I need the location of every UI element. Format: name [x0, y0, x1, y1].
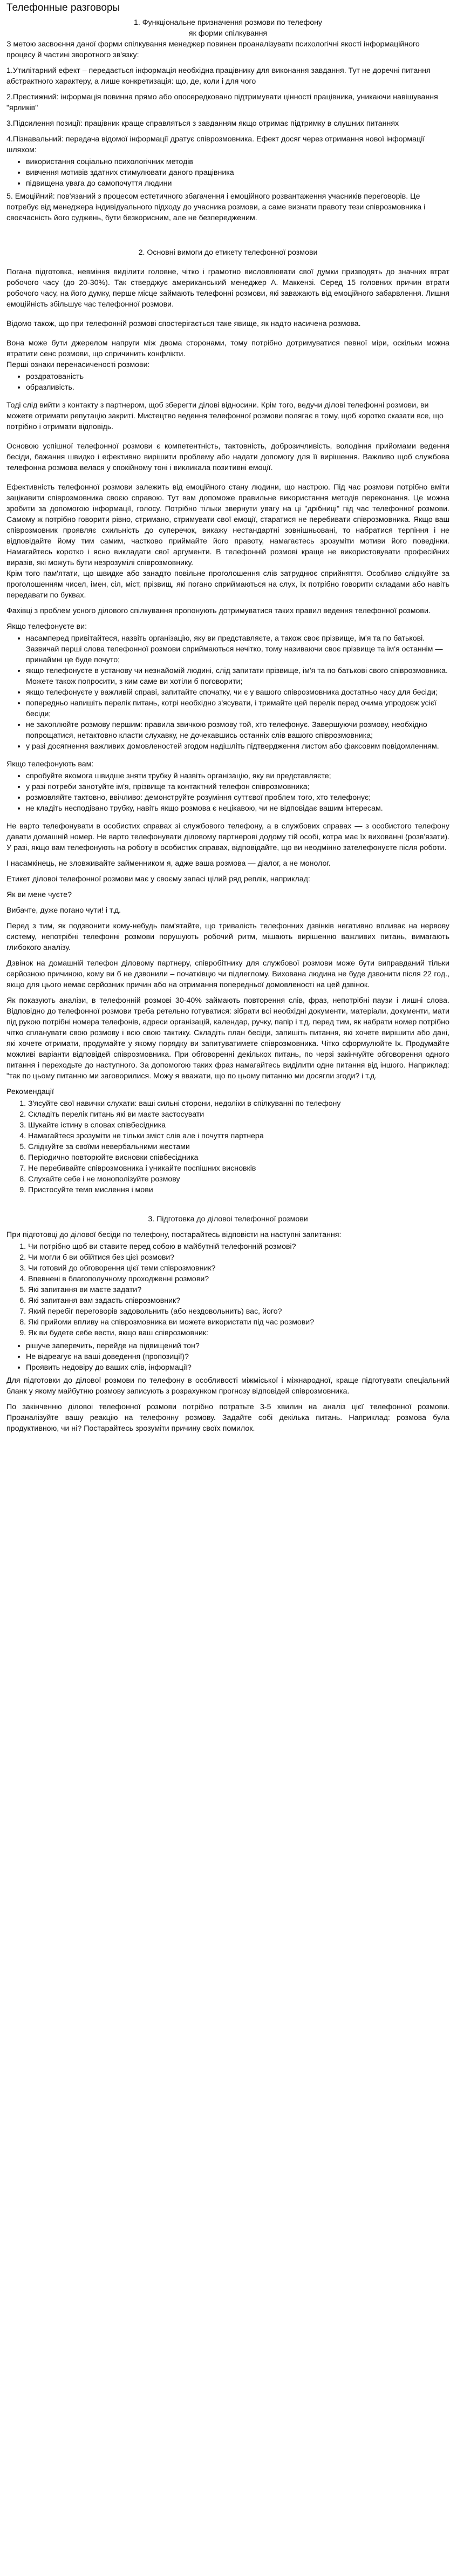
phrase-example: Вибачте, дуже погано чути! і т.д.: [6, 906, 121, 915]
section1-heading: 1. Функціональне призначення розмови по телефону: [133, 18, 323, 27]
paragraph: Перші ознаки перенасиченості розмови:: [6, 361, 150, 369]
section3-heading: 3. Підготовка до діловоі телефонної розмови: [148, 1215, 308, 1224]
paragraph: Не варто телефонувати в особистих справах зі службового телефону, а в службових справах — з особистого телефону давати домашній номер. Не варто телефонувати діловому партнерові додому тій особі, котра має їх вихованні (розв'язати). У разі, якщо вам телефонують на роботу в особистих справах, відповідайте, що ви неодмінно зателефонуєте після роботи.: [6, 822, 449, 852]
list-item: 4. Намагайтеся зрозуміти не тільки зміст слів але і почуття партнера: [28, 1131, 449, 1141]
paragraph: Якщо телефонуєте ви:: [6, 622, 87, 631]
function-item-3: 3.Підсилення позиції: працівник краще справляться з завданням якщо отримає підтримку в слушних питаннях: [6, 119, 399, 128]
paragraph: Як показують аналізи, в телефонній розмові 30-40% займають повторення слів, фраз, непотрібні паузи і лишні слова. Відповідно до телефонної розмови треба ретельно готуватися: зібрати всі необхідні документи, матеріали, документи, мати під рукою потрібні номера телефонів, адреси організацій, календар, ручку, папір і т.д. перед тим, як набрати номер потрібно чітко спланувати свою розмову і всю свою тактику. Складіть план бесіди, запишіть питання, які хочете вирішити або дані, які хочете отримати, продумайте у якому порядку ви запитуватимете співрозмовника. Чітко сформулюйте їх. Продумайте можливі варіанти відповідей співрозмовника. При обговоренні декількох питань, по черзі закінчуйте обговорення одного питання і переходьте до наступного. За допомогою таких фраз намагайтесь виділити одне питання від іншого. Наприклад: "так по цьому питанню ми заговорилися. Можу я вважати, що по цьому питанню ми досягли згоди? і т.д.: [6, 996, 449, 1080]
list-item: • не захоплюйте розмову першим: правила звичкою розмову той, хто телефонує. Завершуючи розмову, необхідно попрощатися, нетактовно класти слухавку, не дочекавшись останніх слів вашого співрозмовника;: [26, 719, 449, 741]
list-item: 7. Не перебивайте співрозмовника і уникайте поспішних висновків: [28, 1163, 449, 1174]
page-title: Телефонные разговоры: [6, 2, 120, 13]
function-item-4: 4.Пізнавальний: передача відомої інформації дратує співрозмовника. Ефект досяг через отримання нової інформації шляхом:: [6, 135, 425, 154]
list-item: 4. Впевнені в благополучному проходженні розмови?: [28, 1274, 449, 1284]
paragraph: Якщо телефонують вам:: [6, 760, 94, 769]
list-item: 1. Чи потрібно щоб ви ставите перед собою в майбутній телефонній розмові?: [28, 1241, 449, 1252]
paragraph: Етикет діловоі телефонної розмови має у своєму запасі цілий ряд реплік, наприклад:: [6, 875, 310, 883]
list-item: • підвищена увага до самопочуття людини: [26, 178, 449, 189]
list-item: • насамперед привітайтеся, назвіть організацію, яку ви представляєте, а також своє прізвище, ім'я та по батькові. Зазвичай перші слова телефонної розмови сприймаються нечітко, тому називаючи своє прізвище та ім'я останнім — принаймні це буде почуто;: [26, 633, 449, 665]
list-item: • попередньо напишіть перелік питань, котрі необхідно з'ясувати, і тримайте цей перелік перед очима упродовж усієї бесіди;: [26, 698, 449, 719]
phrase-example: Як ви мене чуєте?: [6, 891, 72, 899]
list-item: 9. Як ви будете себе вести, якщо ваш співрозмовник:: [28, 1328, 449, 1338]
list-item: 5. Слідкуйте за своїми невербальними жестами: [28, 1141, 449, 1152]
paragraph: Погана підготовка, невміння виділити головне, чітко і грамотно висловлювати свої думки призводять до значних втрат робочого часу (до 20-30%). Так стверджує американський менеджер А. Маккензі. Серед 15 головних причин втрати робочого часу, на його думку, перше місце займають телефонні розмови, які заважають від емоційного забарвлення. Лишня емоційність збільшує час телефонної розмови.: [6, 268, 449, 309]
paragraph: По закінченню діловоі телефонної розмови потрібно потратьте 3-5 хвилин на аналіз цієї телефонної розмови. Проаналізуйте вашу реакцію на телефонну розмову. Задайте собі декілька питань. Наприклад: розмова була продуктивною, чи ні? Постарайтесь зрозуміти причину своїх помилок.: [6, 1403, 449, 1433]
list-item: 7. Який перебіг переговорів задовольнить (або нездовольнить) вас, його?: [28, 1306, 449, 1317]
list-item: • у разі потреби занотуйте ім'я, прізвище та контактний телефон співрозмовника;: [26, 781, 449, 792]
list-item: • Не відреагує на ваші доведення (пропозиції)?: [26, 1351, 449, 1362]
list-item: • рішуче заперечить, перейде на підвищений тон?: [26, 1341, 449, 1351]
list-item: 8. Які прийоми впливу на співрозмовника ви можете використати під час розмови?: [28, 1317, 449, 1328]
list-item: 2. Чи могли б ви обійтися без цієї розмови?: [28, 1252, 449, 1263]
list-item: • образливість.: [26, 382, 449, 393]
list-item: • Проявить недовіру до ваших слів, інформації?: [26, 1362, 449, 1373]
list-item: • роздратованість: [26, 371, 449, 382]
callee-rules-list: [6, 771, 449, 814]
list-item: 8. Слухайте себе і не монополізуйте розмову: [28, 1174, 449, 1185]
list-item: • використання соціально психологічних методів: [26, 157, 449, 167]
list-item: 1. З'ясуйте свої навички слухати: ваші сильні сторони, недоліки в спілкуванні по телефону: [28, 1098, 449, 1109]
list-item: • розмовляйте тактовно, ввічливо: демонструйте розуміння суттєвої проблем того, хто телефонує;: [26, 792, 449, 803]
function-item-1: 1.Утилітарний ефект – передається інформація необхідна працівнику для виконання завдання. Тут не доречні питання абстрактного характеру, а лише конкретизація: що, де, коли і для чого: [6, 66, 431, 86]
recommendations-title: Рекомендації: [6, 1088, 54, 1096]
list-item: 3. Чи готовий до обговорення цієї теми співрозмовник?: [28, 1263, 449, 1274]
paragraph: Дзвінок на домашній телефон діловому партнеру, співробітнику для службової розмови може бути виправданий тільки серйозною причиною, кому ви б не дзвонили – початківцю чи підлеглому. Вихована людина не буде дзвонити після 22 год., якщо для цього немає серйозних причин або на отримання попередньої домовленості на цей дзвінок.: [6, 959, 449, 989]
section2-heading: 2. Основні вимоги до етикету телефонної розмови: [138, 248, 318, 257]
paragraph: Основою успішної телефонної розмови є компетентність, тактовність, доброзичливість, володіння прийомами ведення бесіди, бажання швидко і ефективно вирішити проблему або надати допомогу для її вирішення. Важливо щоб службова телефонна розмова велася у спокійному тоні і викликала позитивні емоції.: [6, 442, 449, 472]
list-item: 2. Складіть перелік питань які ви маєте застосувати: [28, 1109, 449, 1120]
questions-list: [6, 1241, 449, 1338]
list-item: 5. Які запитання ви маєте задати?: [28, 1284, 449, 1295]
list-item: • якщо телефонуєте в установу чи незнайомій людині, слід запитати прізвище, ім'я та по батькові свого співрозмовника. Можете також попросити, з ким саме ви хотіли б поговорити;: [26, 665, 449, 687]
list-item: • спробуйте якомога швидше зняти трубку й назвіть організацію, яку ви представляєте;: [26, 771, 449, 781]
list-item: 9. Пристосуйте темп мислення і мови: [28, 1185, 449, 1195]
paragraph: Фахівці з проблем усного ділового спілкування пропонують дотримуватися таких правил ведення телефонної розмови.: [6, 607, 431, 615]
function-item-5: 5. Емоційний: пов'язаний з процесом естетичного збагачення і емоційного розвантаження учасників переговорів. Це потребує від менеджера індивідуального підходу до учасника розмови, а саме визнати правоту тези співрозмовника і своєчасність його суджень, бути безкорисним, але не безпередженим.: [6, 192, 426, 222]
behaviour-list: [6, 1341, 449, 1373]
paragraph: Вона може бути джерелом напруги між двома сторонами, тому потрібно дотримуватися певної міри, оскільки можна втратити сенс розмови, що спричинить конфлікти.: [6, 339, 449, 358]
list-item: 6. Періодично повторюйте висновки співбесідника: [28, 1152, 449, 1163]
paragraph: Крім того пам'ятати, що швидке або занадто повільне проголошення слів затруднює сприйняття. Особливо слідкуйте за проголошенням чисел, імен, сіл, міст, прізвищ, які погано сприймаються на слух, їх потрібно говорити складами або навіть передавати по буквах.: [6, 569, 449, 600]
paragraph: Для підготовки до ділової розмови по телефону в особливості міжміської і міжнародної, краще підготувати спеціальний бланк у якому майбутню розмову записують з розрахунком прогнозу відповідей співрозмовника.: [6, 1376, 449, 1396]
function-item-2: 2.Престижний: інформація повинна прямо або опосередковано підтримувати цінності працівника, уникаючи навішування "ярликів": [6, 93, 438, 112]
paragraph: При підготовці до ділової бесіди по телефону, постарайтесь відповісти на наступні запитання:: [6, 1231, 342, 1239]
list-item: 3. Шукайте істину в словах співбесідника: [28, 1120, 449, 1131]
list-item: 6. Які запитання вам задасть співрозмовник?: [28, 1295, 449, 1306]
method-list: [6, 157, 449, 189]
paragraph: І насамкінець, не зловживайте займенником я, адже ваша розмова — діалог, а не монолог.: [6, 859, 331, 868]
paragraph: Тоді слід вийти з контакту з партнером, щоб зберегти ділові відносини. Крім того, ведучи ділові телефонні розмови, ви можете отримати репутацію закриті. Мистецтво ведення телефонної розмови полягає в тому, щоб коротко сказати все, що потрібно і отримати відповідь.: [6, 401, 444, 431]
paragraph: Перед з тим, як подзвонити кому-небудь пам'ятайте, що тривалість телефонних дзвінків негативно впливає на нервову систему, непотрібні телефонні розмови порушують робочий ритм, мішають вирішенню важливих питань, вимагають глибокого аналізу.: [6, 922, 449, 952]
section1-heading-line2: як форми спілкування: [188, 29, 268, 38]
signs-list: [6, 371, 449, 393]
list-item: • не кладіть несподівано трубку, навіть якщо розмова є нецікавою, чи не відповідає вашим інтересам.: [26, 803, 449, 814]
paragraph: Відомо також, що при телефонній розмові спостерігається таке явище, як надто насичена розмова.: [6, 320, 361, 328]
paragraph: З метою засвоєння даної форми спілкування менеджер повинен проаналізувати психологічні якості інформаційного процесу й частині зворотного зв'язку:: [6, 40, 420, 59]
list-item: • у разі досягнення важливих домовленостей згодом надішліть підтвердження листом або факсовим повідомленням.: [26, 741, 449, 752]
caller-rules-list: [6, 633, 449, 752]
recommendations-list: [6, 1098, 449, 1195]
paragraph: Ефективність телефонної розмови залежить від емоційного стану людини, що настрою. Під час розмови потрібно вміти зацікавити співрозмовника своєю справою. Тут вам допоможе правильне використання методів переконання. Це можна зробити за допомогою інформації, голосу. Потрібно тільки звернути увагу на ці "дрібниці" під час телефонної розмови. Самому ж потрібно говорити рівно, стримано, стримувати свої емоції, старатися не перебивати співрозмовника. Якщо ваш співрозмовник проявляє схильність до суперечок, викажу нестандартні зовнішньовані, то набратися терпіння і не відповідайте йому тим самим, частково приймайте його правоту, намагаєтесь зрозуміти мотиви його поведінки. Намагайтесь коротко і ясно викладати свої аргументи. В телефонній розмові краще не використовувати професійних виразів, які можуть бути незрозумілі співрозмовнику.: [6, 483, 449, 567]
document: [0, 1, 457, 1434]
list-item: • вивчення мотивів здатних стимулювати даного працівника: [26, 167, 449, 178]
list-item: • якщо телефонуєте у важливій справі, запитайте спочатку, чи є у вашого співрозмовника достатньо часу для бесіди;: [26, 687, 449, 698]
